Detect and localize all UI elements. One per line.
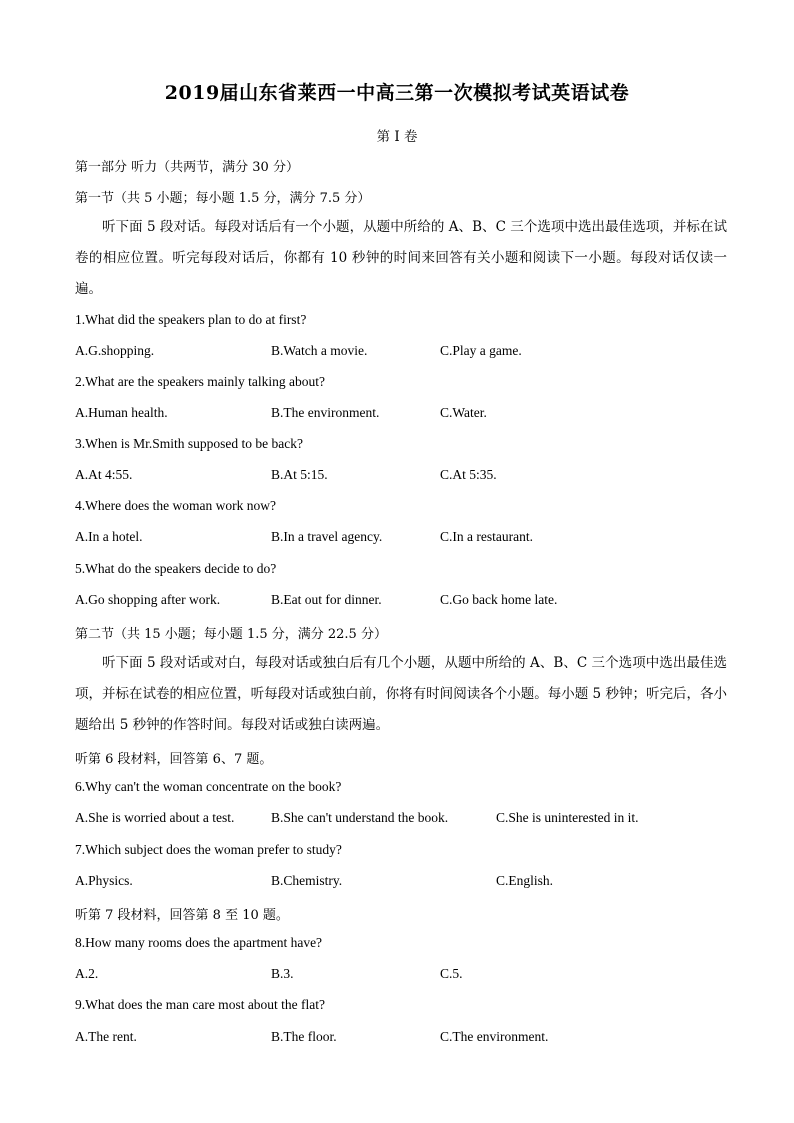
q7-option-c: C.English. <box>496 873 554 888</box>
q5-option-a: A.Go shopping after work. <box>75 592 221 607</box>
q6-option-c: C.She is uninterested in it. <box>496 810 639 825</box>
q4-option-a: A.In a hotel. <box>75 529 143 544</box>
q8-option-a: A.2. <box>75 966 99 981</box>
section1-heading: 第一节（共 5 小题；每小题 1.5 分，满分 7.5 分） <box>75 191 371 206</box>
q7-option-a: A.Physics. <box>75 873 133 888</box>
q3-option-c: C.At 5:35. <box>440 467 497 482</box>
question-3: 3.When is Mr.Smith supposed to be back? <box>75 436 303 451</box>
q8-option-b: B.3. <box>271 966 294 981</box>
q1-option-a: A.G.shopping. <box>75 343 155 358</box>
q3-option-b: B.At 5:15. <box>271 467 328 482</box>
q2-option-a: A.Human health. <box>75 405 168 420</box>
section1-instructions: 听下面 5 段对话。每段对话后有一个小题，从题中所给的 A、B、C 三个选项中选出最佳选项，并标在试卷的相应位置。听完每段对话后，你都有 10 秒钟的时间来回答有关小题和阅读下一小题。每段对话仅读一遍。 <box>75 219 727 297</box>
exam-title: 2019届山东省莱西一中高三第一次模拟考试英语试卷 <box>164 82 630 104</box>
q2-option-c: C.Water. <box>440 405 487 420</box>
q5-option-b: B.Eat out for dinner. <box>271 592 382 607</box>
q6-option-b: B.She can't understand the book. <box>271 810 449 825</box>
q9-option-a: A.The rent. <box>75 1029 137 1044</box>
material6-note: 听第 6 段材料，回答第 6、7 题。 <box>75 752 273 767</box>
q8-option-c: C.5. <box>440 966 463 981</box>
q1-option-b: B.Watch a movie. <box>271 343 368 358</box>
q7-option-b: B.Chemistry. <box>271 873 343 888</box>
q9-option-b: B.The floor. <box>271 1029 337 1044</box>
q3-option-a: A.At 4:55. <box>75 467 133 482</box>
q4-option-b: B.In a travel agency. <box>271 529 383 544</box>
q4-option-c: C.In a restaurant. <box>440 529 533 544</box>
question-7: 7.Which subject does the woman prefer to study? <box>75 842 342 857</box>
q2-option-b: B.The environment. <box>271 405 380 420</box>
question-4: 4.Where does the woman work now? <box>75 498 276 513</box>
section2-heading: 第二节（共 15 小题；每小题 1.5 分，满分 22.5 分） <box>75 627 387 642</box>
question-2: 2.What are the speakers mainly talking about? <box>75 374 326 389</box>
q1-option-c: C.Play a game. <box>440 343 522 358</box>
q5-option-c: C.Go back home late. <box>440 592 558 607</box>
material7-note: 听第 7 段材料，回答第 8 至 10 题。 <box>75 908 289 923</box>
q9-option-c: C.The environment. <box>440 1029 549 1044</box>
question-5: 5.What do the speakers decide to do? <box>75 561 277 576</box>
question-1: 1.What did the speakers plan to do at first? <box>75 312 307 327</box>
question-6: 6.Why can't the woman concentrate on the book? <box>75 779 342 794</box>
question-9: 9.What does the man care most about the flat? <box>75 997 326 1012</box>
part1-heading: 第一部分 听力（共两节，满分 30 分） <box>75 160 299 175</box>
question-8: 8.How many rooms does the apartment have? <box>75 935 323 950</box>
volume-label: 第 I 卷 <box>376 129 418 145</box>
section2-instructions: 听下面 5 段对话或对白，每段对话或独白后有几个小题，从题中所给的 A、B、C 三个选项中选出最佳选项，并标在试卷的相应位置，听每段对话或独白前，你将有时间阅读各个小题。每小题 5 秒钟；听完后，各小题给出 5 秒钟的作答时间。每段对话或独白读两遍。 <box>75 655 727 733</box>
q6-option-a: A.She is worried about a test. <box>75 810 235 825</box>
